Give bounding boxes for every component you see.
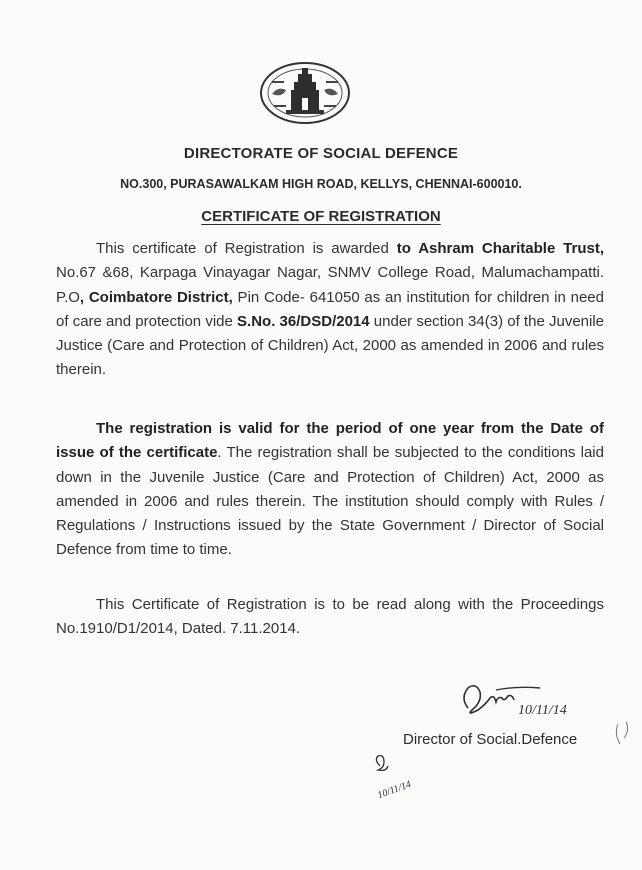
directorate-title: DIRECTORATE OF SOCIAL DEFENCE [183,145,459,162]
directorate-address: NO.300, PURASAWALKAM HIGH ROAD, KELLYS, CHENNAI-600010. [120,177,522,191]
validity-paragraph: The registration is valid for the period of one year from the Date of issue of the certificate. The registration shall be subjected to the conditions laid down in the Juvenile Justice (Care and Protection of Children) Act, 2000 as amended in 2006 and rules therein. The institution should comply with Rules / Regulations / Instructions issued by the State Government / Director of Social Defence from time to time. [56,420,604,559]
proceedings-paragraph: This Certificate of Registration is to be read along with the Proceedings No.1910/D1/2014, Dated. 7.11.2014. [56,596,604,638]
certificate-title: CERTIFICATE OF REGISTRATION [201,208,441,225]
signature-date: 10/11/14 [518,703,567,718]
registration-paragraph: This certificate of Registration is awarded to Ashram Charitable Trust, No.67 &68, Karpaga Vinayagar Nagar, SNMV College Road, Malumachampatti. P.O, Coimbatore District, Pin Code- 641050 as an institution for children in need of care and protection vide S.No. 36/DSD/2014 under section 34(3) of the Juvenile Justice (Care and Protection of Children) Act, 2000 as amended in 2006 and rules therein. [56,240,605,379]
initials-date: 10/11/14 [376,778,413,802]
handwritten-initials-icon [366,754,426,804]
handwritten-signature-icon [456,676,596,726]
tamil-nadu-emblem-icon [258,60,352,126]
pen-mark-icon [610,718,634,748]
signatory-designation: Director of Social.Defence [403,731,578,748]
